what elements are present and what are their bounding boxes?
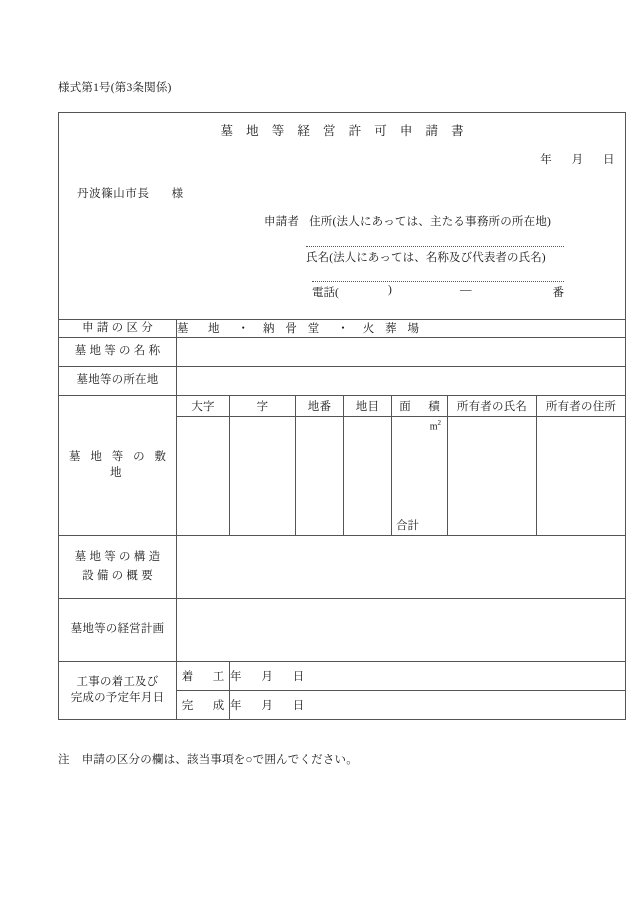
schedule-label-line2: 完成の予定年月日 <box>70 692 165 705</box>
land-cell-owner-name[interactable] <box>448 416 537 535</box>
applicant-label: 申請者 <box>264 216 300 228</box>
submission-date-line <box>540 151 615 167</box>
management-plan-label: 墓地等の経営計画 <box>59 598 177 661</box>
land-column-owner-address: 所有者の住所 <box>537 395 626 416</box>
facility-name-input[interactable] <box>177 337 626 366</box>
land-column-chimoku: 地目 <box>344 395 392 416</box>
addressee-honorific: 様 <box>171 188 184 200</box>
page-title: 墓 地 等 経 営 許 可 申 請 書 <box>220 124 469 138</box>
management-plan-row <box>59 598 626 661</box>
option-charnel-house[interactable]: 納 骨 堂 <box>263 323 324 336</box>
structure-row <box>59 535 626 598</box>
land-column-aza: 字 <box>230 395 296 416</box>
management-plan-input[interactable] <box>177 598 626 661</box>
schedule-start-date-input[interactable] <box>230 661 626 690</box>
date-year-label: 年 <box>540 154 553 166</box>
form-header-cell <box>59 113 626 320</box>
schedule-label <box>59 661 177 719</box>
option-crematorium[interactable]: 火 葬 場 <box>362 323 423 336</box>
application-form-table <box>58 112 626 720</box>
land-column-owner-name: 所有者の氏名 <box>448 395 537 416</box>
addressee-name: 丹波篠山市長 <box>77 188 150 200</box>
area-total-label: 合計 <box>396 519 419 532</box>
start-year-label: 年 <box>230 670 242 683</box>
land-cell-chimoku[interactable] <box>344 416 392 535</box>
option-separator-2: ・ <box>337 323 349 336</box>
land-cell-area[interactable] <box>392 416 448 535</box>
completion-month-label: 月 <box>261 699 274 712</box>
option-separator-1: ・ <box>237 323 249 336</box>
phone-paren-close: ) <box>388 284 392 296</box>
structure-label <box>59 535 177 598</box>
completion-year-label: 年 <box>230 699 242 712</box>
application-type-options[interactable] <box>177 320 626 338</box>
land-cell-chiban[interactable] <box>296 416 344 535</box>
land-column-oaza: 大字 <box>177 395 230 416</box>
phone-dash: ― <box>460 284 472 296</box>
facility-name-row <box>59 337 626 366</box>
phone-label: 電話( <box>312 287 339 299</box>
facility-location-row <box>59 366 626 395</box>
area-unit: $m^2$ <box>429 418 441 432</box>
applicant-address-label: 住所(法人にあっては、主たる事務所の所在地) <box>309 216 552 228</box>
facility-name-label: 墓 地 等 の 名 称 <box>59 337 177 366</box>
land-cell-aza[interactable] <box>230 416 296 535</box>
form-note <box>58 751 358 767</box>
schedule-completion-date-input[interactable] <box>230 690 626 719</box>
date-day-label: 日 <box>603 154 616 166</box>
form-number: 様式第1号(第3条関係) <box>58 82 172 94</box>
land-cell-oaza[interactable] <box>177 416 230 535</box>
land-column-area: 面 積 <box>392 395 448 416</box>
land-column-chiban: 地番 <box>296 395 344 416</box>
schedule-start-label: 着 工 <box>177 661 230 690</box>
land-cell-owner-address[interactable] <box>537 416 626 535</box>
option-cemetery[interactable]: 墓 地 <box>177 323 224 336</box>
application-type-row <box>59 320 626 338</box>
structure-label-line1: 墓 地 等 の 構 造 <box>74 551 161 564</box>
application-type-label: 申 請 の 区 分 <box>59 320 177 338</box>
schedule-start-row <box>59 661 626 690</box>
start-day-label: 日 <box>292 670 305 683</box>
schedule-label-line1: 工事の着工及び <box>76 675 159 688</box>
structure-label-line2: 設 備 の 概 要 <box>82 569 153 582</box>
addressee-line <box>77 185 184 201</box>
facility-location-input[interactable] <box>177 366 626 395</box>
applicant-name-field[interactable]: 氏名(法人にあっては、名称及び代表者の氏名) <box>306 246 564 265</box>
note-text: 申請の区分の欄は、該当事項を○で囲んでください。 <box>81 754 358 766</box>
applicant-address-row <box>264 213 564 229</box>
completion-day-label: 日 <box>292 699 305 712</box>
phone-suffix: 番 <box>552 287 564 299</box>
land-site-label: 墓 地 等 の 敷 地 <box>59 395 177 535</box>
date-month-label: 月 <box>571 154 584 166</box>
structure-input[interactable] <box>177 535 626 598</box>
applicant-phone-field[interactable] <box>312 281 564 299</box>
schedule-completion-label: 完 成 <box>177 690 230 719</box>
form-header-row <box>59 113 626 320</box>
land-table-header-row <box>59 395 626 416</box>
start-month-label: 月 <box>261 670 274 683</box>
note-marker: 注 <box>58 754 70 766</box>
applicant-block <box>264 213 564 299</box>
facility-location-label: 墓地等の所在地 <box>59 366 177 395</box>
